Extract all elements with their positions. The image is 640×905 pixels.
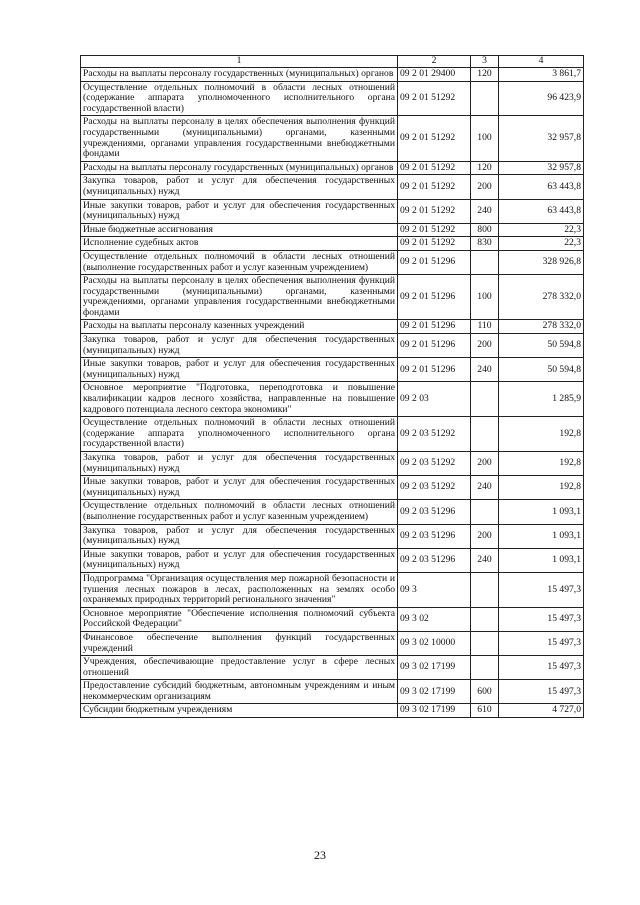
row-vr: 100 — [471, 116, 499, 161]
row-code: 09 2 01 51296 — [398, 275, 471, 320]
row-sum: 15 497,3 — [499, 572, 584, 607]
row-sum: 1 093,1 — [499, 524, 584, 548]
row-code: 09 2 03 51292 — [398, 452, 471, 476]
row-code: 09 3 02 17199 — [398, 656, 471, 680]
row-sum: 192,8 — [499, 417, 584, 452]
row-code: 09 2 01 51296 — [398, 320, 471, 334]
row-sum: 4 727,0 — [499, 704, 584, 718]
row-vr: 200 — [471, 524, 499, 548]
table-row — [81, 175, 584, 199]
row-sum: 328 926,8 — [499, 250, 584, 274]
page-number: 23 — [314, 848, 326, 862]
row-vr: 240 — [471, 358, 499, 382]
row-vr: 240 — [471, 199, 499, 223]
row-vr — [471, 500, 499, 524]
header-col-2: 2 — [398, 56, 471, 68]
row-code: 09 2 03 51296 — [398, 500, 471, 524]
row-name: Финансовое обеспечение выполнения функций государственных учреждений — [81, 631, 398, 655]
row-name: Закупка товаров, работ и услуг для обеспечения государственных (муниципальных) нужд — [81, 334, 398, 358]
table-row — [81, 607, 584, 631]
row-vr: 200 — [471, 452, 499, 476]
row-sum: 96 423,9 — [499, 81, 584, 116]
row-vr — [471, 656, 499, 680]
row-sum: 1 285,9 — [499, 382, 584, 417]
table-row — [81, 382, 584, 417]
row-vr — [471, 250, 499, 274]
header-col-3: 3 — [471, 56, 499, 68]
row-code: 09 2 01 51292 — [398, 199, 471, 223]
table-row — [81, 704, 584, 718]
row-sum: 278 332,0 — [499, 275, 584, 320]
row-vr — [471, 572, 499, 607]
row-vr: 200 — [471, 334, 499, 358]
row-code: 09 2 01 51296 — [398, 334, 471, 358]
row-name: Расходы на выплаты персоналу казенных учреждений — [81, 320, 398, 334]
row-sum: 15 497,3 — [499, 680, 584, 704]
row-vr: 240 — [471, 548, 499, 572]
budget-table — [80, 55, 584, 718]
row-code: 09 2 01 51292 — [398, 161, 471, 175]
row-name: Расходы на выплаты персоналу в целях обеспечения выполнения функций государственными (муниципальными) органами, казенными учреждениями, органами управления государственными внебюджетными фондами — [81, 275, 398, 320]
row-vr: 240 — [471, 476, 499, 500]
row-vr: 100 — [471, 275, 499, 320]
row-code: 09 2 01 51296 — [398, 358, 471, 382]
row-code: 09 3 02 17199 — [398, 680, 471, 704]
row-code: 09 2 03 — [398, 382, 471, 417]
table-row — [81, 116, 584, 161]
table-row — [81, 81, 584, 116]
row-name: Учреждения, обеспечивающие предоставление услуг в сфере лесных отношений — [81, 656, 398, 680]
row-vr — [471, 81, 499, 116]
row-sum: 15 497,3 — [499, 656, 584, 680]
row-code: 09 2 01 51292 — [398, 116, 471, 161]
row-sum: 192,8 — [499, 476, 584, 500]
row-sum: 50 594,8 — [499, 358, 584, 382]
row-name: Основное мероприятие "Подготовка, переподготовка и повышение квалификации кадров лесного хозяйства, направленные на повышение кадрового потенциала лесного сектора экономики" — [81, 382, 398, 417]
row-code: 09 3 02 10000 — [398, 631, 471, 655]
table-row — [81, 320, 584, 334]
row-vr — [471, 607, 499, 631]
header-row — [81, 56, 584, 68]
row-vr: 800 — [471, 223, 499, 237]
row-sum: 63 443,8 — [499, 199, 584, 223]
table-row — [81, 358, 584, 382]
row-code: 09 3 02 — [398, 607, 471, 631]
row-name: Закупка товаров, работ и услуг для обеспечения государственных (муниципальных) нужд — [81, 524, 398, 548]
row-code: 09 2 03 51292 — [398, 476, 471, 500]
table-row — [81, 572, 584, 607]
table-row — [81, 237, 584, 251]
row-name: Иные закупки товаров, работ и услуг для обеспечения государственных (муниципальных) нужд — [81, 358, 398, 382]
row-name: Исполнение судебных актов — [81, 237, 398, 251]
row-name: Закупка товаров, работ и услуг для обеспечения государственных (муниципальных) нужд — [81, 452, 398, 476]
row-sum: 278 332,0 — [499, 320, 584, 334]
row-vr — [471, 631, 499, 655]
table-body — [81, 68, 584, 718]
row-name: Расходы на выплаты персоналу в целях обеспечения выполнения функций государственными (муниципальными) органами, казенными учреждениями, органами управления государственными внебюджетными фондами — [81, 116, 398, 161]
row-sum: 1 093,1 — [499, 548, 584, 572]
row-vr — [471, 417, 499, 452]
header-col-4: 4 — [499, 56, 584, 68]
table-row — [81, 631, 584, 655]
row-code: 09 2 01 51296 — [398, 250, 471, 274]
table-row — [81, 656, 584, 680]
table-row — [81, 524, 584, 548]
row-sum: 1 093,1 — [499, 500, 584, 524]
row-vr: 120 — [471, 68, 499, 82]
row-sum: 22,3 — [499, 223, 584, 237]
header-col-1: 1 — [81, 56, 398, 68]
row-name: Подпрограмма "Организация осуществления мер пожарной безопасности и тушения лесных пожаров в лесах, расположенных на землях особо охраняемых природных территорий регионального значения" — [81, 572, 398, 607]
row-name: Расходы на выплаты персоналу государственных (муниципальных) органов — [81, 68, 398, 82]
table-row — [81, 500, 584, 524]
row-code: 09 2 01 51292 — [398, 237, 471, 251]
row-sum: 15 497,3 — [499, 607, 584, 631]
row-code: 09 2 03 51296 — [398, 524, 471, 548]
row-name: Субсидии бюджетным учреждениям — [81, 704, 398, 718]
row-vr: 830 — [471, 237, 499, 251]
row-sum: 32 957,8 — [499, 161, 584, 175]
table-row — [81, 334, 584, 358]
row-code: 09 2 03 51296 — [398, 548, 471, 572]
row-sum: 3 861,7 — [499, 68, 584, 82]
row-name: Расходы на выплаты персоналу государственных (муниципальных) органов — [81, 161, 398, 175]
table-row — [81, 476, 584, 500]
row-name: Осуществление отдельных полномочий в области лесных отношений (выполнение государственных работ и услуг казенным учреждением) — [81, 250, 398, 274]
row-vr: 110 — [471, 320, 499, 334]
row-name: Осуществление отдельных полномочий в области лесных отношений (содержание аппарата уполномоченного исполнительного органа государственной власти) — [81, 417, 398, 452]
table-row — [81, 68, 584, 82]
row-code: 09 2 01 51292 — [398, 81, 471, 116]
table-row — [81, 199, 584, 223]
row-sum: 50 594,8 — [499, 334, 584, 358]
row-name: Осуществление отдельных полномочий в области лесных отношений (содержание аппарата уполномоченного исполнительного органа государственной власти) — [81, 81, 398, 116]
row-name: Иные закупки товаров, работ и услуг для обеспечения государственных (муниципальных) нужд — [81, 199, 398, 223]
table-header — [81, 56, 584, 68]
table-row — [81, 250, 584, 274]
row-name: Иные закупки товаров, работ и услуг для обеспечения государственных (муниципальных) нужд — [81, 476, 398, 500]
row-code: 09 2 01 51292 — [398, 223, 471, 237]
table-row — [81, 452, 584, 476]
row-vr: 200 — [471, 175, 499, 199]
row-sum: 22,3 — [499, 237, 584, 251]
row-name: Иные бюджетные ассигнования — [81, 223, 398, 237]
row-name: Основное мероприятие "Обеспечение исполнения полномочий субъекта Российской Федерации" — [81, 607, 398, 631]
table-row — [81, 417, 584, 452]
row-code: 09 2 01 51292 — [398, 175, 471, 199]
row-vr: 600 — [471, 680, 499, 704]
row-name: Закупка товаров, работ и услуг для обеспечения государственных (муниципальных) нужд — [81, 175, 398, 199]
row-name: Иные закупки товаров, работ и услуг для обеспечения государственных (муниципальных) нужд — [81, 548, 398, 572]
row-name: Осуществление отдельных полномочий в области лесных отношений (выполнение государственных работ и услуг казенным учреждением) — [81, 500, 398, 524]
row-sum: 32 957,8 — [499, 116, 584, 161]
table-row — [81, 161, 584, 175]
row-code: 09 2 03 51292 — [398, 417, 471, 452]
row-vr — [471, 382, 499, 417]
row-sum: 63 443,8 — [499, 175, 584, 199]
row-code: 09 3 02 17199 — [398, 704, 471, 718]
row-sum: 15 497,3 — [499, 631, 584, 655]
row-code: 09 2 01 29400 — [398, 68, 471, 82]
table-row — [81, 680, 584, 704]
table-row — [81, 275, 584, 320]
row-sum: 192,8 — [499, 452, 584, 476]
row-code: 09 3 — [398, 572, 471, 607]
table-row — [81, 223, 584, 237]
row-vr: 610 — [471, 704, 499, 718]
row-name: Предоставление субсидий бюджетным, автономным учреждениям и иным некоммерческим организациям — [81, 680, 398, 704]
row-vr: 120 — [471, 161, 499, 175]
table-row — [81, 548, 584, 572]
